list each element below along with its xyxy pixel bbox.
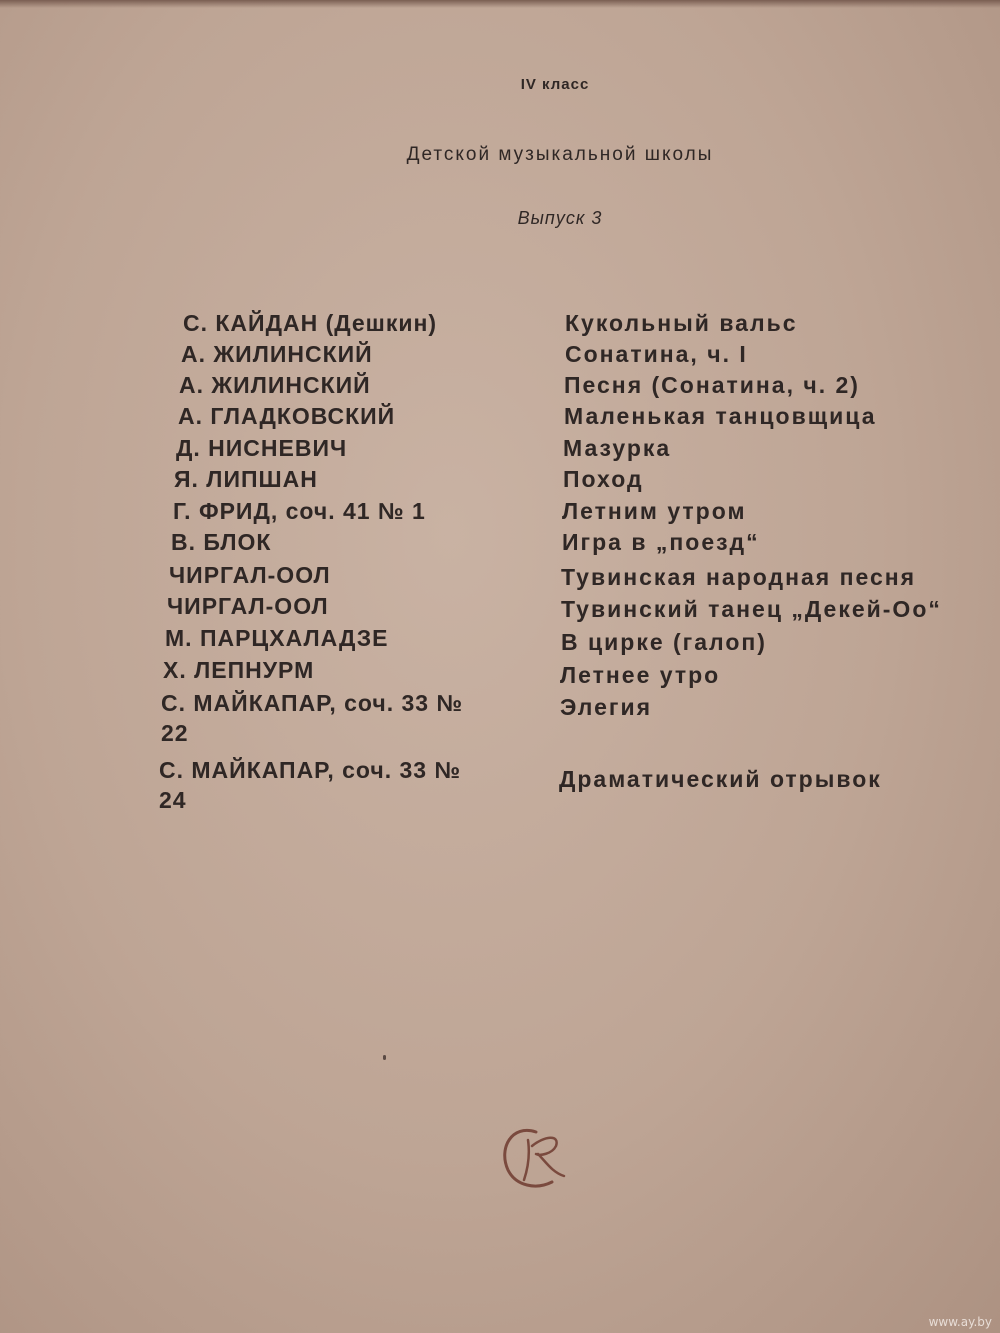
paper-speck xyxy=(383,1055,386,1060)
toc-title: Маленькая танцовщица xyxy=(564,403,877,429)
toc-title: Песня (Сонатина, ч. 2) xyxy=(564,372,860,398)
toc-title: Летнее утро xyxy=(560,662,721,688)
toc-composer: Г. ФРИД, соч. 41 № 1 xyxy=(173,498,426,524)
toc-composer: С. КАЙДАН (Дешкин) xyxy=(183,310,438,336)
toc-title: Мазурка xyxy=(563,435,672,461)
toc-title: Игра в „поезд“ xyxy=(562,529,760,555)
toc-title: Тувинский танец „Декей-Оо“ xyxy=(561,596,942,622)
toc-composer: Х. ЛЕПНУРМ xyxy=(163,657,315,683)
toc-title: Тувинская народная песня xyxy=(561,564,917,590)
toc-composer: А. ГЛАДКОВСКИЙ xyxy=(178,403,396,429)
toc-composer: ЧИРГАЛ-ООЛ xyxy=(169,562,331,588)
toc-composer: ЧИРГАЛ-ООЛ xyxy=(167,593,329,619)
toc-title: Кукольный вальс xyxy=(565,310,798,336)
toc-composer: А. ЖИЛИНСКИЙ xyxy=(181,341,373,367)
watermark-text: www.ay.by xyxy=(928,1315,992,1329)
toc-composer: Я. ЛИПШАН xyxy=(174,466,318,492)
toc-composer: Д. НИСНЕВИЧ xyxy=(176,435,348,461)
toc-composer: В. БЛОК xyxy=(171,529,272,555)
toc-title: Сонатина, ч. I xyxy=(565,341,748,367)
toc-title: В цирке (галоп) xyxy=(561,629,767,655)
toc-title: Летним утром xyxy=(562,498,747,524)
class-heading: IV класс xyxy=(520,76,590,93)
issue-heading: Выпуск 3 xyxy=(517,208,603,228)
monogram-icon xyxy=(492,1118,582,1198)
school-heading: Детской музыкальной школы xyxy=(406,144,714,165)
toc-composer: С. МАЙКАПАР, соч. 33 № 24 xyxy=(159,757,462,813)
toc-title: Поход xyxy=(563,466,644,492)
toc-title: Элегия xyxy=(560,694,653,720)
publisher-monogram-logo xyxy=(492,1118,582,1198)
toc-composer: С. МАЙКАПАР, соч. 33 № 22 xyxy=(161,690,464,746)
toc-title: Драматический отрывок xyxy=(559,766,882,792)
toc-composer: М. ПАРЦХАЛАДЗЕ xyxy=(165,625,389,651)
toc-composer: А. ЖИЛИНСКИЙ xyxy=(179,372,371,398)
